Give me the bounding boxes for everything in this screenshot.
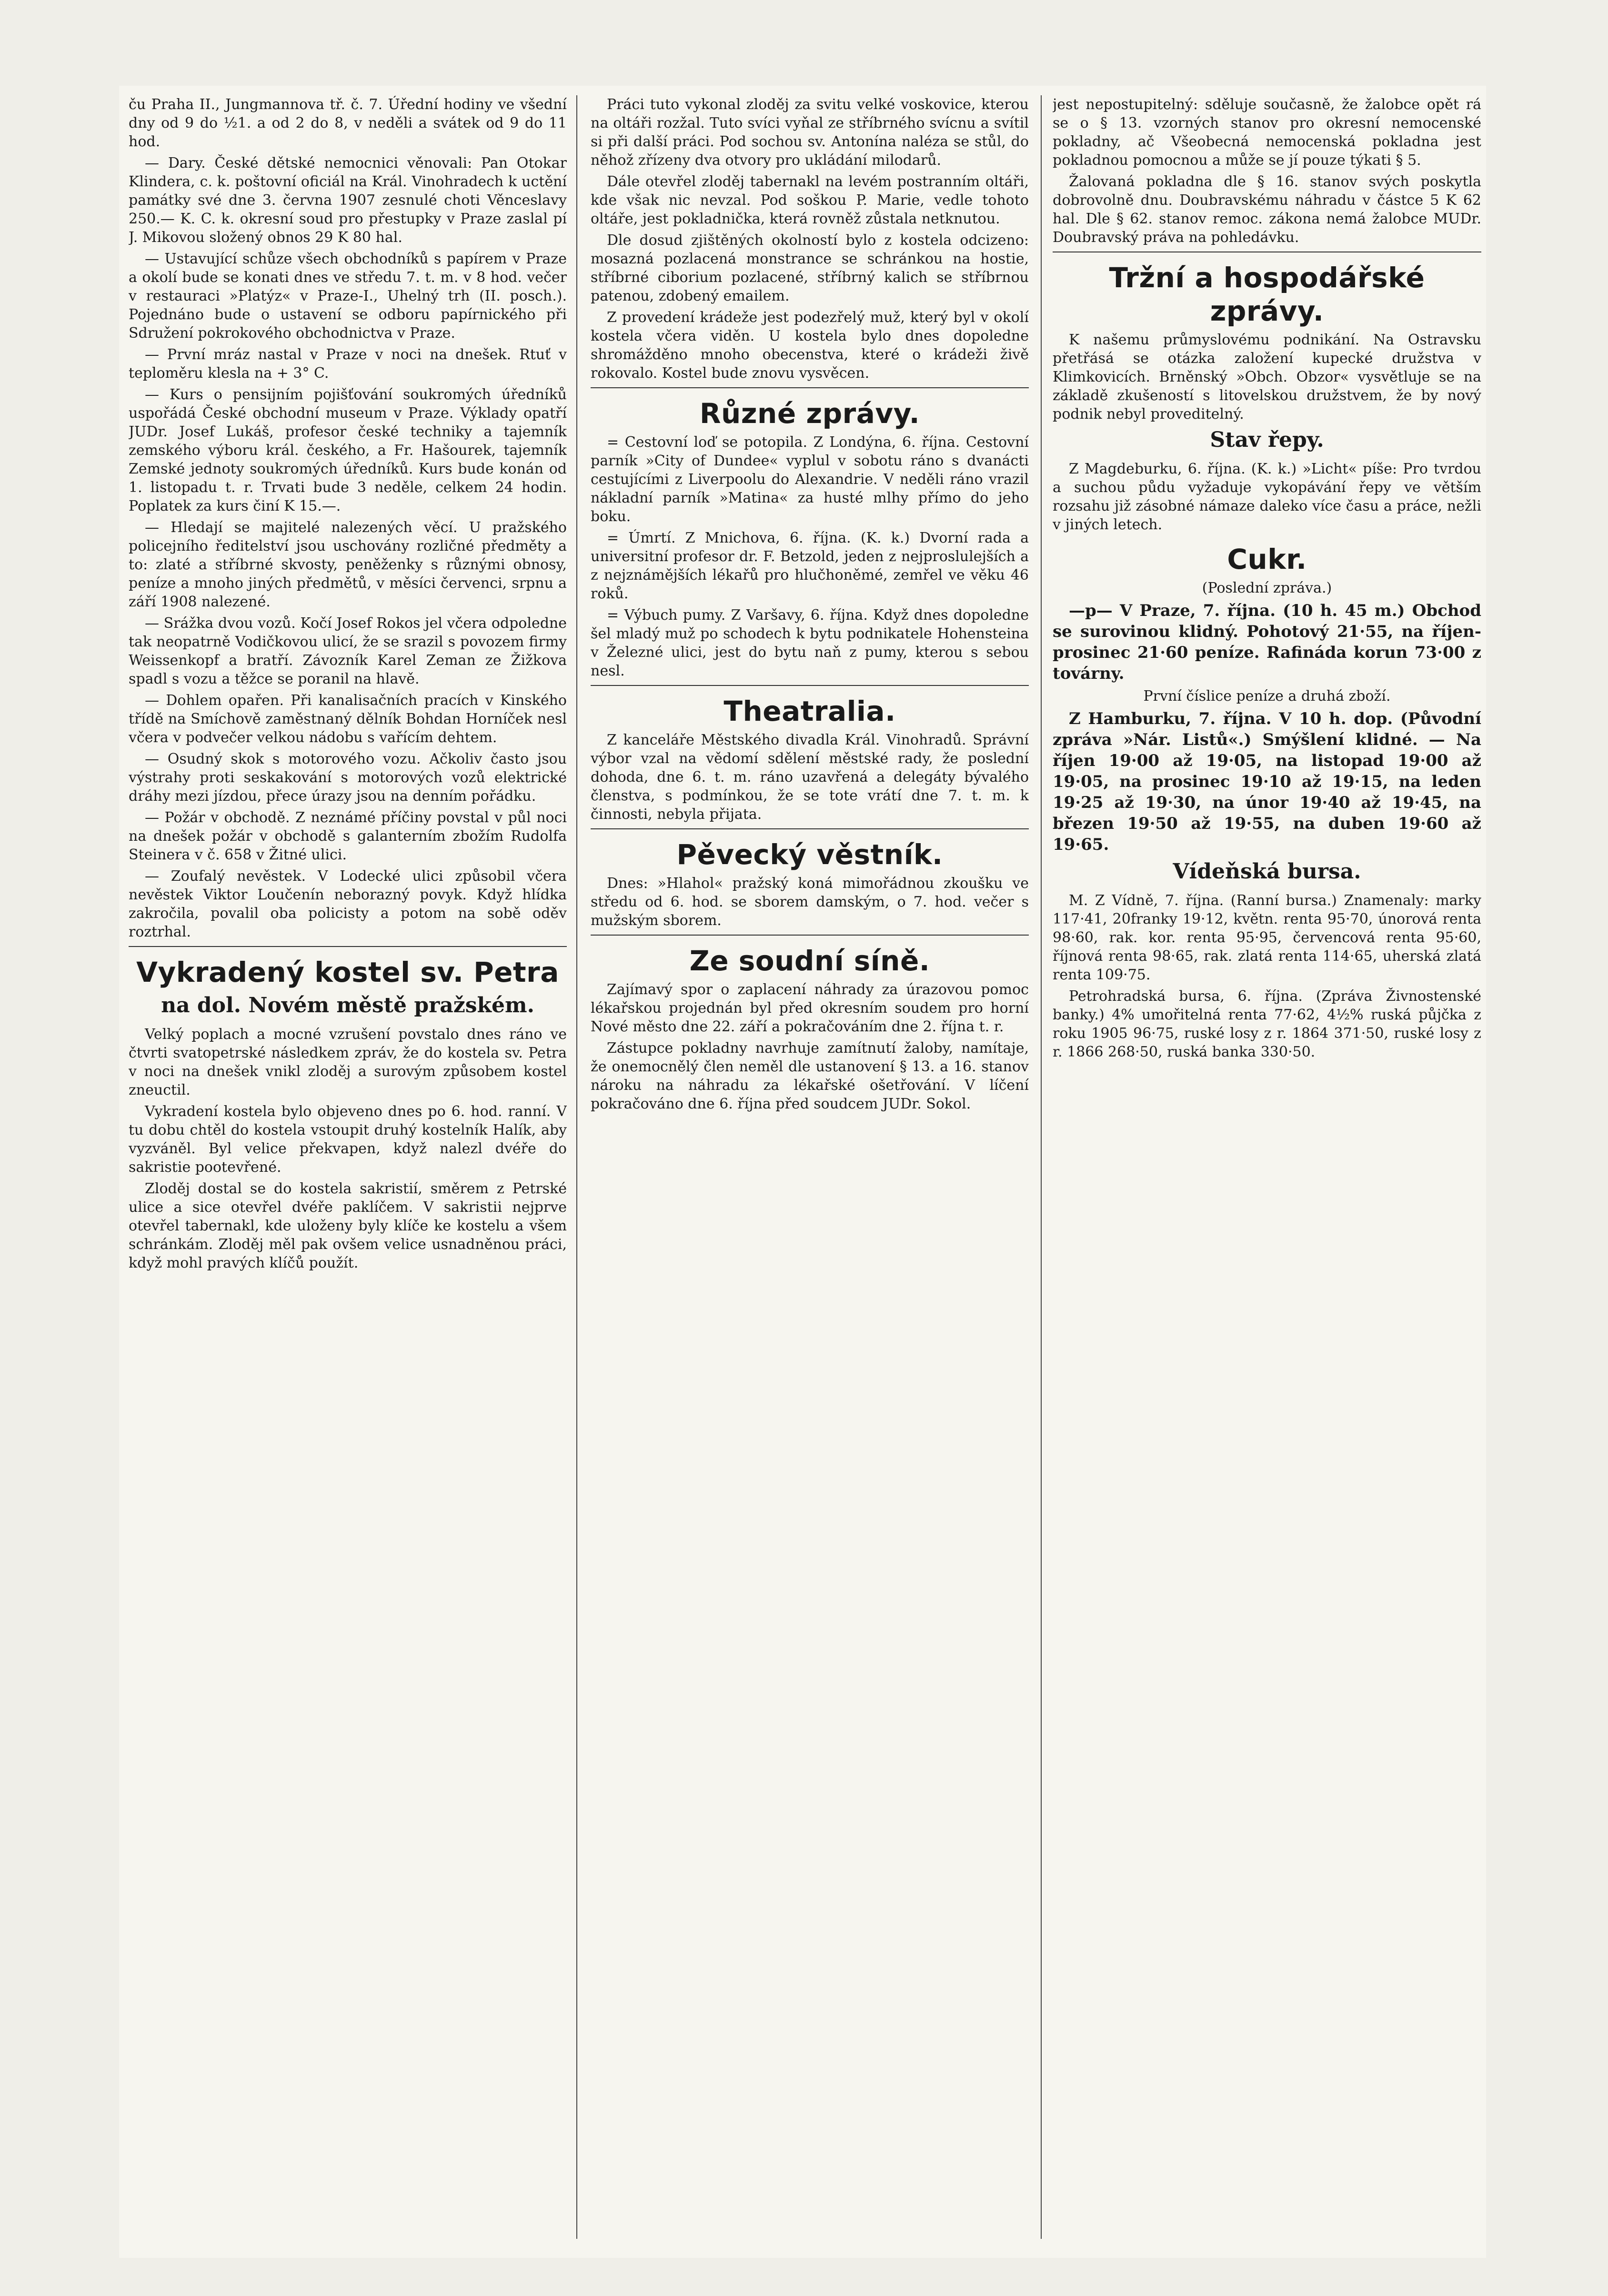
- article-paragraph: Vykradení kostela bylo objeveno dnes po 6. hod. ranní. V tu dobu chtěl do kostela vstoupit druhý kostelník Halík, aby vyzváněl. Byl velice překvapen, když nalezl dvéře do sakristie pootevřené.: [129, 1103, 567, 1176]
- shop-fire-notice: — Požár v obchodě. Z neznámé příčiny povstal v půl noci na dnešek požár v obchodě s galanterním zbožím Rudolfa Steinera v č. 658 v Žitné ulici.: [129, 809, 567, 863]
- column-divider: [576, 95, 577, 2239]
- column-2: [591, 95, 1029, 2239]
- tram-jump-notice: — Osudný skok s motorového vozu. Ačkoliv často jsou výstrahy proti seskakování s motorových vozů elektrické dráhy mezi jízdou, přece úrazy jsou na denním pořádku.: [129, 751, 567, 805]
- column-3: [1053, 95, 1481, 2239]
- article-heading: Vykradený kostel sv. Petra: [136, 956, 559, 988]
- paper-merchants-meeting: — Ustavující schůze všech obchodníků s papírem v Praze a okolí bude se konati dnes ve středu 7. t. m. v 8 hod. večer v restauraci »Platýz« v Praze-I., Uhelný trh (II. posch.). Pojednáno bude o ustavení se odboru papírnického při Sdružení pokrokového obchodnictva v Praze.: [129, 251, 567, 342]
- court-report: Zajímavý spor o zaplacení náhrady za úrazovou pomoc lékařskou projednán byl před okresním soudem pro horní Nové město dne 22. září a pokračováním dne 2. října t. r.: [591, 981, 1029, 1035]
- news-item-bomb: = Výbuch pumy. Z Varšavy, 6. října. Když dnes dopoledne šel mladý muž po schodech k bytu podnikatele Hohensteina v Železné ulici, jest do bytu naň z pumy, kterou s sebou nesl.: [591, 607, 1029, 679]
- pension-course-notice: — Kurs o pensijním pojišťování soukromých úředníků uspořádá České obchodní museum v Praze. Výklady opatří JUDr. Josef Lukáš, profesor české techniky a tajemník zemského výboru král. českého, a Fr. Hašourek, tajemník Zemské jednoty soukromých úředníků. Kurs bude konán od 1. listopadu t. r. Trvati bude 3 neděle, celkem 24 hodin. Poplatek za kurs činí K 15.—.: [129, 386, 567, 514]
- article-paragraph: Dále otevřel zloděj tabernakl na levém postranním oltáři, kde však nic nevzal. Pod soškou P. Marie, vedle tohoto oltáře, jest pokladnička, která rovněž zůstala netknutou.: [591, 173, 1029, 227]
- vienna-exchange-report: M. Z Vídně, 7. října. (Ranní bursa.) Znamenaly: marky 117·41, 20franky 19·12, květn. renta 95·70, únorová renta 98·60, rak. kor. renta 95·95, červencová renta 95·60, říjnová renta 98·65, rak. zlatá renta 114·65, uherská zlatá renta 109·75.: [1053, 892, 1481, 983]
- article-paragraph: Z provedení krádeže jest podezřelý muž, který byl v okolí kostela včera viděn. U kostela bylo dnes dopoledne shromážděno mnoho obecenstva, které o krádeži živě rokovalo. Kostel bude znovu vysvěcen.: [591, 309, 1029, 382]
- section-heading-various-news: Různé zprávy.: [699, 397, 920, 430]
- article-paragraph: Zloděj dostal se do kostela sakristií, směrem z Petrské ulice a sice otevřel dvéře paklíčem. V sakristii nejprve otevřel tabernakl, kde uloženy byly klíče ke kostelu a všem schránkám. Zloděj měl pak ovšem velice usnadněnou práci, když mohl pravých klíčů použít.: [129, 1180, 567, 1271]
- section-heading-choir-news: Pěvecký věstník.: [676, 838, 943, 871]
- sugar-subtitle: (Poslední zpráva.): [1202, 580, 1332, 596]
- newspaper-sheet: [119, 86, 1486, 2258]
- court-report: Zástupce pokladny navrhuje zamítnutí žaloby, namítaje, že onemocnělý člen neměl dle ustanovení § 13. a 16. stanov nároku na náhradu za lékařské ošetřování. V líčení pokračováno dne 6. října před soudcem JUDr. Sokol.: [591, 1040, 1029, 1112]
- beet-report: Z Magdeburku, 6. října. (K. k.) »Licht« píše: Pro tvrdou a suchou půdu vyžaduje vykopávání řepy ve větším rozsahu již zásobné námaze daleko více času a práce, nežli v jiných letech.: [1053, 461, 1481, 533]
- sugar-prague-report: —p— V Praze, 7. října. (10 h. 45 m.) Obchod se surovinou klidný. Pohotový 21·55, na říjen-prosinec 21·60 peníze. Rafináda korun 73·00 z továrny.: [1053, 601, 1481, 683]
- theatre-notice: Z kanceláře Městského divadla Král. Vinohradů. Správní výbor vzal na vědomí sdělení městské rady, že poslední dohoda, dne 6. t. m. ráno uzavřená a delegáty bývalého členstva, s podmínkou, že se tote vrátí dne 7. t. m. k činnosti, nebyla přijata.: [591, 732, 1029, 823]
- petersburg-exchange-report: Petrohradská bursa, 6. října. (Zpráva Živnostenské banky.) 4% umořitelná renta 77·62, 4½% ruská půjčka z roku 1905 96·75, ruské losy z r. 1864 371·50, ruské losy z r. 1866 268·50, ruská banka 330·50.: [1053, 988, 1481, 1060]
- news-item-ship-sinking: = Cestovní loď se potopila. Z Londýna, 6. října. Cestovní parník »City of Dundee« vyplul v sobotu ráno s dvanácti cestujícími z Liverpoolu do Alexandrie. V neděli ráno vrazil nákladní parník »Matina« za husté mlhy přímo do jeho boku.: [591, 434, 1029, 525]
- article-paragraph: Dle dosud zjištěných okolností bylo z kostela odcizeno: mosazná pozlacená monstrance se schránkou na hostie, stříbrné ciborium pozlacené, stříbrný kalich se stříbrnou patenou, zdobený emailem.: [591, 232, 1029, 304]
- divider-line: [591, 935, 1029, 936]
- article-paragraph: Práci tuto vykonal zloděj za svitu velké voskovice, kterou na oltáři rozžal. Tuto svíci vyňal ze stříbrného svícnu a svítil si při další práci. Pod sochou sv. Antonína naléza se stůl, do něhož zřízeny dva otvory pro ukládání milodarů.: [591, 96, 1029, 169]
- divider-line: [129, 946, 567, 947]
- sugar-hamburg-report: Z Hamburku, 7. října. V 10 h. dop. (Původní zpráva »Nár. Listů«.) Smýšlení klidné. — Na říjen 19·00 až 19·05, na listopad 19·00 až 19·05, na prosinec 19·10 až 19·15, na leden 19·25 až 19·30, na únor 19·40 až 19·45, na březen 19·50 až 19·55, na duben 19·60 až 19·65.: [1053, 709, 1481, 854]
- divider-line: [591, 685, 1029, 686]
- rioter-notice: — Zoufalý nevěstek. V Lodecké ulici způsobil včera nevěstek Viktor Loučenín neborazný povyk. Když hlídka zakročila, povalil oba policisty a potom na sobě oděv roztrhal.: [129, 868, 567, 940]
- article-subheading: na dol. Novém městě pražském.: [161, 993, 534, 1017]
- lost-items-notice: — Hledají se majitelé nalezených věcí. U pražského policejního ředitelství jsou uschovány rozličné předměty a to: zlaté a stříbrné skvosty, peněženky s různými obnosy, peníze a mnoho jiných předmětů, v měsíci červenci, srpnu a září 1908 nalezené.: [129, 519, 567, 610]
- section-heading-theatralia: Theatralia.: [724, 695, 896, 727]
- news-item-death: = Úmrtí. Z Mnichova, 6. října. (K. k.) Dvorní rada a universitní profesor dr. F. Betzold, jeden z nejproslulejších a z nejznámějších lékařů pro hlučhoněmé, zemřel ve věku 46 roků.: [591, 530, 1029, 602]
- subheading-beet-status: Stav řepy.: [1210, 428, 1324, 452]
- subheading-vienna-exchange: Vídeňská bursa.: [1173, 859, 1361, 884]
- first-frost-notice: — První mráz nastal v Praze v noci na dnešek. Rtuť v teploměru klesla na + 3° C.: [129, 346, 567, 382]
- office-hours-notice: ču Praha II., Jungmannova tř. č. 7. Úřední hodiny ve všední dny od 9 do ½1. a od 2 do 8, v neděli a svátek od 9 do 11 hod.: [129, 96, 567, 150]
- section-heading-court: Ze soudní síně.: [689, 945, 930, 977]
- choir-notice: Dnes: »Hlahol« pražský koná mimořádnou zkoušku ve středu od 6. hod. se sborem damským, o 7. hod. večer s mužským sborem.: [591, 875, 1029, 929]
- court-report-continued: Žalovaná pokladna dle § 16. stanov svých poskytla dobrovolně dnu. Doubravskému náhradu v částce 5 K 62 hal. Dle § 62. stanov remoc. zákona nemá žalobce MUDr. Doubravský práva na pohledávku.: [1053, 173, 1481, 246]
- industry-notice: K našemu průmyslovému podnikání. Na Ostravsku přetřásá se otázka založení kupecké družstva v Klimkovicích. Brněnský »Obch. Obzor« vysvětluje se na základě zkušeností s litovelskou družstvem, že by nový podnik nebyl proveditelný.: [1053, 332, 1481, 423]
- donations-notice: — Dary. České dětské nemocnici věnovali: Pan Otokar Klindera, c. k. poštovní oficiál na Král. Vinohradech k uctění památky své dne 3. června 1907 zesnulé choti Věnceslavy 250.— K. C. k. okresní soud pro přestupky v Praze zaslal pí J. Mikovou složený obnos 29 K 80 hal.: [129, 155, 567, 246]
- section-heading-market-news: Tržní a hospodářské zprávy.: [1109, 262, 1425, 327]
- article-paragraph: Velký poplach a mocné vzrušení povstalo dnes ráno ve čtvrti svatopetrské následkem zpráv, že do kostela sv. Petra v noci na dnešek vnikl zloděj a surovým způsobem kostel zneuctil.: [129, 1026, 567, 1098]
- court-report-continued: jest nepostupitelný: sděluje současně, že žalobce opět rá se o § 13. vzorných stanov pro okresní nemocenské pokladny, ač Všeobecná nemocenská pokladna jest pokladnou pomocnou a může se jí pouze týkati § 5.: [1053, 96, 1481, 169]
- column-divider: [1041, 95, 1042, 2239]
- section-heading-sugar: Cukr.: [1227, 543, 1307, 575]
- sugar-legend: První číslice peníze a druhá zboží.: [1143, 688, 1391, 705]
- tar-burn-notice: — Dohlem opařen. Při kanalisačních pracích v Kinského třídě na Smíchově zaměstnaný dělník Bohdan Horníček nesl včera v podvečer velkou nádobu s vařícím dehtem.: [129, 692, 567, 746]
- vehicle-collision-notice: — Srážka dvou vozů. Kočí Josef Rokos jel včera odpoledne tak neopatrně Vodičkovou ulicí, že se srazil s povozem firmy Weissenkopf a bratří. Závozník Karel Zeman ze Žižkova spadl s vozu a těžce se poranil na hlavě.: [129, 615, 567, 687]
- column-1: [129, 95, 567, 2239]
- divider-line: [591, 828, 1029, 829]
- divider-line: [591, 387, 1029, 388]
